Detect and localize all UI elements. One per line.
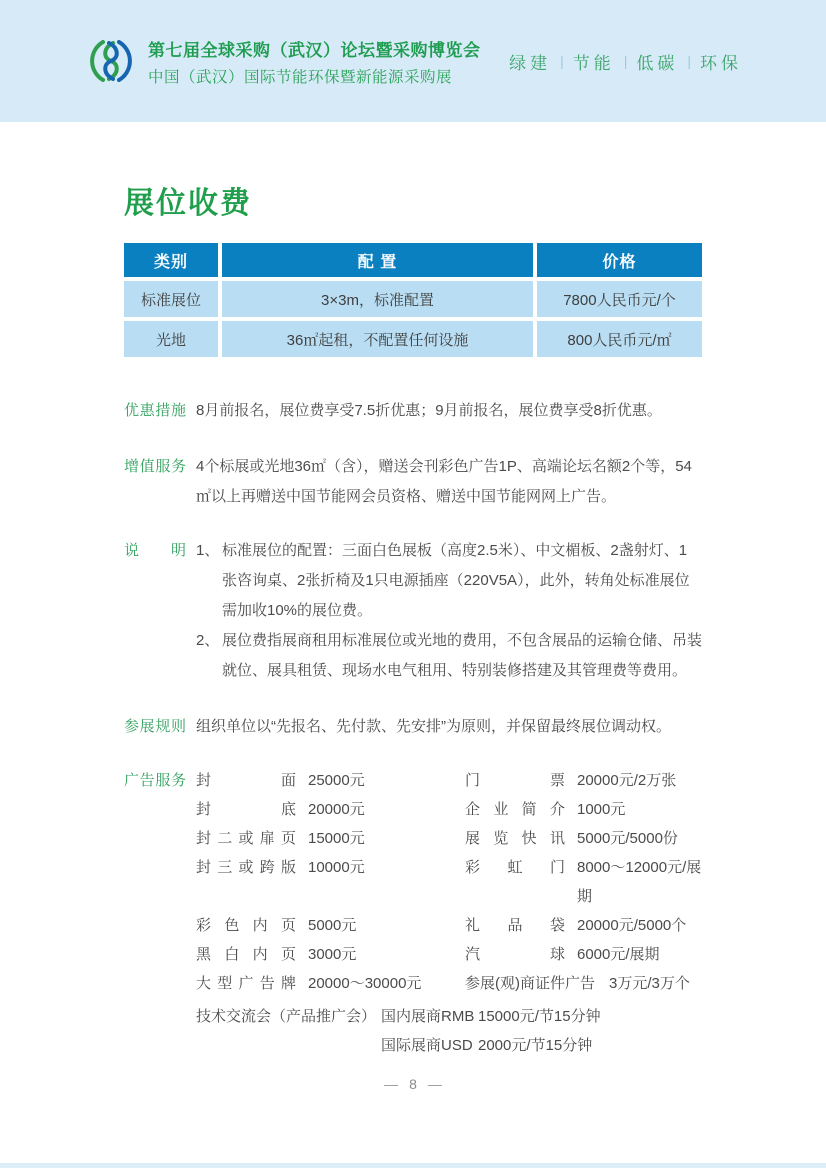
ad-meeting-row-domestic: [196, 1002, 702, 1031]
ad-item-name: 汽球: [465, 946, 565, 963]
ad-item-price: 20000元/5000个: [577, 917, 687, 934]
ad-meeting-label: 国内展商RMB: [381, 1008, 475, 1025]
header-tag: 节能: [572, 53, 615, 73]
section-label: 增值服务: [124, 458, 186, 475]
ad-item-price: 15000元/节15分钟: [478, 1008, 601, 1025]
ad-item-price: 15000元: [308, 830, 365, 847]
spacer: [196, 1031, 381, 1060]
ads-price-list: [196, 766, 702, 1060]
header-title-line2: 中国（武汉）国际节能环保暨新能源采购展: [148, 68, 453, 86]
ad-item-name: 彩色内页: [196, 917, 296, 934]
ad-item-price: 5000元: [308, 917, 357, 934]
ad-item-name: 门票: [465, 772, 565, 789]
ad-item-name: 黑白内页: [196, 946, 296, 963]
section-label: 参展规则: [124, 718, 186, 735]
ad-item-name: 参展(观)商证件广告: [465, 975, 595, 992]
fee-cell-config: 36㎡起租，不配置任何设施: [222, 321, 533, 357]
page-title: 展位收费: [124, 187, 252, 220]
ad-item-price: 25000元: [308, 772, 365, 789]
ad-item-name: 技术交流会（产品推广会）: [196, 1008, 377, 1025]
page-number: [0, 1076, 826, 1092]
ad-meeting-row-international: [196, 1031, 702, 1060]
section-text: 8月前报名，展位费享受7.5折优惠；9月前报名，展位费享受8折优惠。: [196, 402, 662, 419]
fee-table-header-config: 配 置: [222, 243, 533, 277]
main-content: [0, 122, 826, 1060]
ad-row: [196, 766, 702, 795]
fee-table-header-category: 类别: [124, 243, 218, 277]
bottom-strip: [0, 1163, 826, 1168]
ad-row: [196, 795, 702, 824]
ad-item-price: 1000元: [577, 801, 626, 818]
ad-item-name: 封面: [196, 772, 296, 789]
section-discount: [124, 396, 702, 426]
header-banner: [0, 0, 826, 122]
header-tag: 绿建: [509, 53, 552, 73]
fee-cell-config: 3×3m，标准配置: [222, 281, 533, 317]
ad-item-name: 展览快讯: [465, 830, 565, 847]
ad-item-price: 2000元/节15分钟: [478, 1037, 593, 1054]
expo-logo-icon: [86, 37, 136, 85]
note-number: 2、: [196, 632, 220, 649]
ad-item-name: 封三或跨版: [196, 859, 296, 876]
ad-item-name: 封二或扉页: [196, 830, 296, 847]
section-label: 广告服务: [124, 772, 186, 789]
header-tag-list: [509, 49, 742, 74]
ad-meeting-label: 国际展商USD: [381, 1037, 473, 1054]
ad-row: [196, 940, 702, 969]
ad-item-price: 10000元: [308, 859, 365, 876]
ad-item-name: 企业简介: [465, 801, 565, 818]
header-title-line1: 第七届全球采购（武汉）论坛暨采购博览会: [148, 40, 481, 60]
ad-item-price: 20000元/2万张: [577, 772, 677, 789]
note-item: [196, 536, 702, 626]
tag-separator: |: [687, 53, 691, 69]
section-rules: [124, 712, 702, 742]
header-tag: 低碳: [636, 53, 679, 73]
fee-cell-category: 光地: [124, 321, 218, 357]
brand-titles: [148, 36, 481, 87]
fee-cell-price: 800人民币元/㎡: [537, 321, 702, 357]
ad-item-name: 大型广告牌: [196, 975, 296, 992]
ad-item-price: 20000～30000元: [308, 975, 422, 992]
tag-separator: |: [623, 53, 628, 69]
tag-separator: |: [560, 53, 564, 69]
notes-list: [196, 536, 702, 686]
section-text: 4个标展或光地36㎡（含），赠送会刊彩色广告1P、高端论坛名额2个等，54㎡以上再赠送中国节能网会员资格、赠送中国节能网网上广告。: [196, 458, 692, 505]
ad-item-price: 8000～12000元/展期: [577, 859, 702, 905]
section-label: 说明: [124, 542, 186, 559]
ad-row: [196, 824, 702, 853]
section-notes: [124, 536, 702, 686]
ad-item-price: 3000元: [308, 946, 357, 963]
ad-row: [196, 911, 702, 940]
ad-row: [196, 969, 702, 998]
fee-cell-price: 7800人民币元/个: [537, 281, 702, 317]
note-number: 1、: [196, 542, 220, 559]
section-text: 组织单位以“先报名、先付款、先安排”为原则，并保留最终展位调动权。: [196, 718, 671, 735]
header-tag: 环保: [700, 53, 742, 73]
page-number-dash: —: [384, 1076, 399, 1092]
section-label: 优惠措施: [124, 402, 186, 419]
ad-row: [196, 853, 702, 911]
fee-table-header-price: 价格: [537, 243, 702, 277]
section-ads: [124, 766, 702, 1060]
page-number-value: 8: [409, 1076, 417, 1092]
fee-cell-category: 标准展位: [124, 281, 218, 317]
ad-item-price: 3万元/3万个: [609, 975, 690, 992]
section-value-added: [124, 452, 702, 512]
note-item: [196, 626, 702, 686]
ad-item-name: 彩虹门: [465, 859, 565, 876]
brand-block: [86, 36, 481, 87]
ad-item-name: 礼品袋: [465, 917, 565, 934]
ad-item-price: 5000元/5000份: [577, 830, 678, 847]
note-text: 展位费指展商租用标准展位或光地的费用，不包含展品的运输仓储、吊装就位、展具租赁、现场水电气租用、特别装修搭建及其管理费等费用。: [222, 632, 703, 679]
note-text: 标准展位的配置：三面白色展板（高度2.5米）、中文楣板、2盏射灯、1张咨询桌、2张折椅及1只电源插座（220V5A），此外，转角处标准展位需加收10%的展位费。: [222, 542, 690, 619]
fee-table: [124, 243, 702, 357]
page-number-dash: —: [427, 1076, 442, 1092]
ad-item-price: 6000元/展期: [577, 946, 660, 963]
ad-item-name: 封底: [196, 801, 296, 818]
ad-item-price: 20000元: [308, 801, 365, 818]
